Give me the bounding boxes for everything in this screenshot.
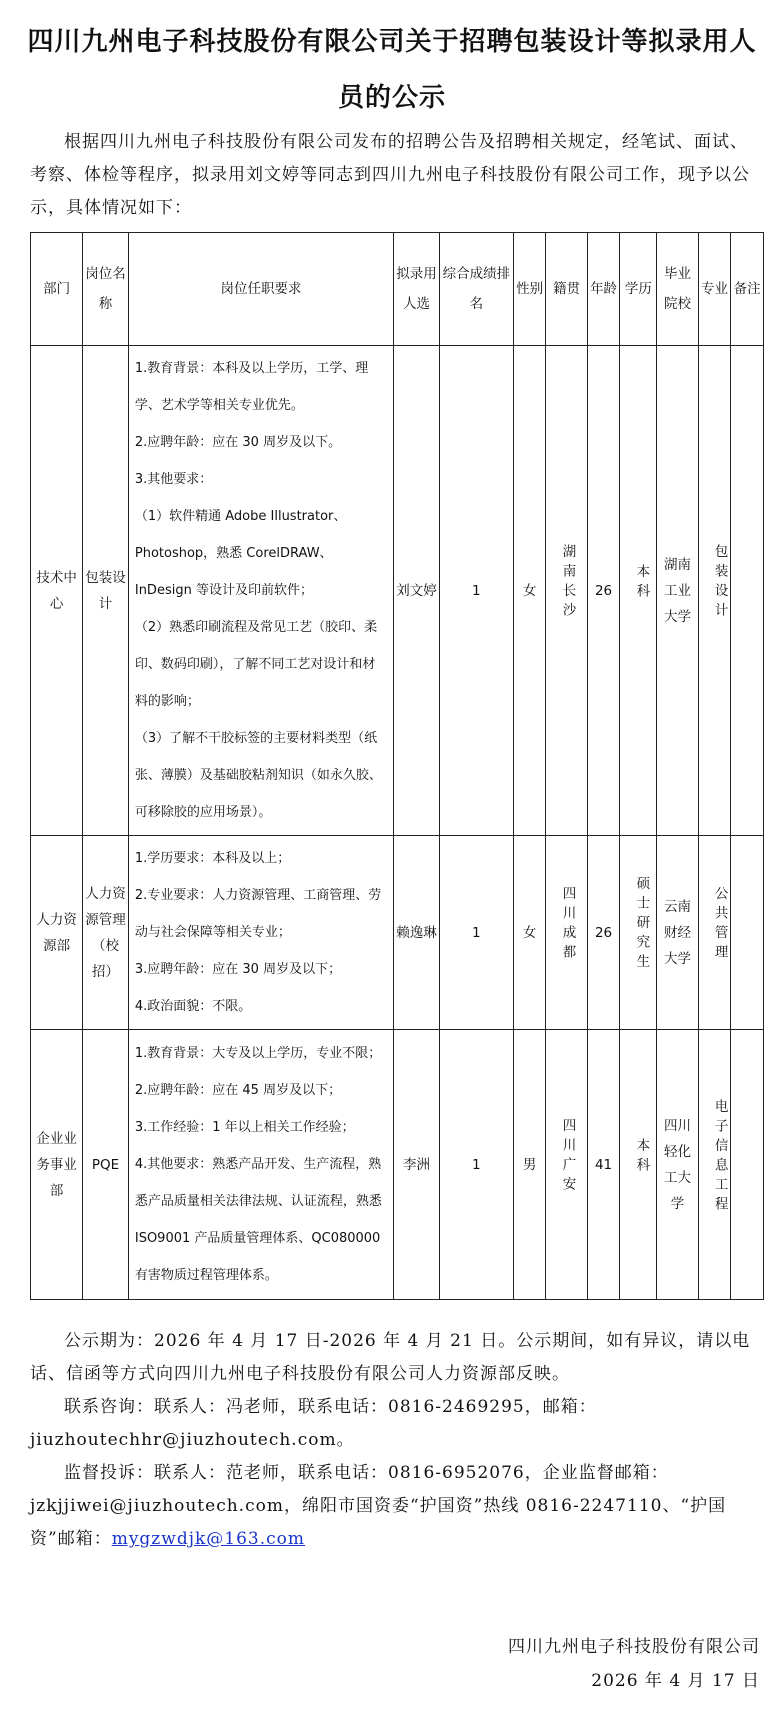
signature-date: 2026 年 4 月 17 日 <box>591 1671 760 1691</box>
supervision-email-link[interactable]: mygzwdjk@163.com <box>111 1529 305 1549</box>
origin-text: 湖南长沙 <box>559 544 576 622</box>
cell-origin <box>546 346 587 836</box>
table-row <box>31 836 764 1030</box>
cell-dept: 技术中心 <box>31 346 83 836</box>
cell-candidate: 刘文婷 <box>394 346 440 836</box>
cell-dept: 企业业务事业部 <box>31 1030 83 1300</box>
requirement-line: 4.政治面貌：不限。 <box>134 999 252 1014</box>
education-text: 本科 <box>633 563 650 603</box>
education-text: 硕士研究生 <box>633 876 650 974</box>
cell-requirements <box>128 836 393 1030</box>
signature-block <box>508 1630 760 1698</box>
cell-gender: 女 <box>513 836 546 1030</box>
notice-title <box>0 14 784 126</box>
header-candidate: 拟录用人选 <box>394 233 440 346</box>
cell-position: 包装设计 <box>83 346 129 836</box>
header-rank: 综合成绩排名 <box>439 233 513 346</box>
requirement-line: （1）软件精通 Adobe Illustrator、Photoshop，熟悉 CorelDRAW、InDesign 等设计及印前软件； <box>134 509 347 598</box>
cell-position: 人力资源管理（校招） <box>83 836 129 1030</box>
supervision-info <box>30 1457 764 1556</box>
requirement-line: 3.工作经验：1 年以上相关工作经验； <box>134 1120 355 1135</box>
notice-period: 公示期为：2026 年 4 月 17 日-2026 年 4 月 21 日。公示期间，如有异议，请以电话、信函等方式向四川九州电子科技股份有限公司人力资源部反映。 <box>30 1331 751 1384</box>
cell-major <box>698 1030 731 1300</box>
requirement-line: 1.学历要求：本科及以上； <box>134 851 291 866</box>
cell-position: PQE <box>83 1030 129 1300</box>
major-text: 公共管理 <box>711 886 728 964</box>
cell-major <box>698 346 731 836</box>
cell-age: 26 <box>587 346 620 836</box>
cell-major <box>698 836 731 1030</box>
title-line-1: 四川九州电子科技股份有限公司关于招聘包装设计等拟录用人 <box>27 27 757 57</box>
table-header-row <box>31 233 764 346</box>
notice-footer <box>30 1325 764 1556</box>
header-remarks: 备注 <box>731 233 764 346</box>
cell-origin <box>546 1030 587 1300</box>
major-text: 电子信息工程 <box>711 1098 728 1216</box>
supervision-text: 监督投诉：联系人：范老师，联系电话：0816-6952076，企业监督邮箱：jzkjjiwei@jiuzhoutech.com，绵阳市国资委“护国资”热线 0816-2247110、“护国资”邮箱： <box>30 1463 727 1549</box>
cell-rank: 1 <box>439 346 513 836</box>
cell-requirements <box>128 1030 393 1300</box>
cell-age: 26 <box>587 836 620 1030</box>
cell-origin <box>546 836 587 1030</box>
cell-requirements <box>128 346 393 836</box>
requirement-line: （3）了解不干胶标签的主要材料类型（纸张、薄膜）及基础胶粘剂知识（如永久胶、可移除胶的应用场景）。 <box>134 731 382 820</box>
cell-school: 四川轻化工大学 <box>657 1030 698 1300</box>
education-text: 本科 <box>633 1137 650 1177</box>
requirement-line: 2.应聘年龄：应在 30 周岁及以下。 <box>134 435 342 450</box>
cell-education <box>620 346 657 836</box>
requirement-line: 2.应聘年龄：应在 45 周岁及以下； <box>134 1083 342 1098</box>
requirement-line: 1.教育背景：本科及以上学历，工学、理学、艺术学等相关专业优先。 <box>134 361 369 413</box>
cell-gender: 男 <box>513 1030 546 1300</box>
title-line-2: 员的公示 <box>337 83 446 113</box>
header-requirements: 岗位任职要求 <box>128 233 393 346</box>
header-gender: 性别 <box>513 233 546 346</box>
cell-school: 湖南工业大学 <box>657 346 698 836</box>
contact-info: 联系咨询：联系人：冯老师，联系电话：0816-2469295，邮箱：jiuzhoutechhr@jiuzhoutech.com。 <box>30 1397 597 1450</box>
requirement-line: 1.教育背景：大专及以上学历，专业不限； <box>134 1046 382 1061</box>
requirement-line: （2）熟悉印刷流程及常见工艺（胶印、柔印、数码印刷），了解不同工艺对设计和材料的影响； <box>134 620 378 709</box>
intro-paragraph: 根据四川九州电子科技股份有限公司发布的招聘公告及招聘相关规定，经笔试、面试、考察、体检等程序，拟录用刘文婷等同志到四川九州电子科技股份有限公司工作，现予以公示，具体情况如下： <box>30 132 750 218</box>
header-education: 学历 <box>620 233 657 346</box>
requirement-line: 3.其他要求： <box>134 472 213 487</box>
table-body <box>31 346 764 1300</box>
table-row <box>31 1030 764 1300</box>
cell-education <box>620 1030 657 1300</box>
cell-education <box>620 836 657 1030</box>
cell-age: 41 <box>587 1030 620 1300</box>
cell-school: 云南财经大学 <box>657 836 698 1030</box>
header-major: 专业 <box>698 233 731 346</box>
cell-candidate: 李洲 <box>394 1030 440 1300</box>
requirement-line: 3.应聘年龄：应在 30 周岁及以下； <box>134 962 342 977</box>
candidates-table <box>30 232 764 1300</box>
table-row <box>31 346 764 836</box>
origin-text: 四川广安 <box>559 1118 576 1196</box>
header-position: 岗位名称 <box>83 233 129 346</box>
requirement-line: 2.专业要求：人力资源管理、工商管理、劳动与社会保障等相关专业； <box>134 888 382 940</box>
header-dept: 部门 <box>31 233 83 346</box>
cell-gender: 女 <box>513 346 546 836</box>
signature-company: 四川九州电子科技股份有限公司 <box>508 1637 760 1657</box>
header-school: 毕业院校 <box>657 233 698 346</box>
origin-text: 四川成都 <box>559 886 576 964</box>
header-origin: 籍贯 <box>546 233 587 346</box>
header-age: 年龄 <box>587 233 620 346</box>
cell-dept: 人力资源部 <box>31 836 83 1030</box>
cell-candidate: 赖逸琳 <box>394 836 440 1030</box>
major-text: 包装设计 <box>711 544 728 622</box>
requirement-line: 4.其他要求：熟悉产品开发、生产流程，熟悉产品质量相关法律法规、认证流程，熟悉 ISO9001 产品质量管理体系、QC080000 有害物质过程管理体系。 <box>134 1157 382 1283</box>
cell-rank: 1 <box>439 836 513 1030</box>
cell-rank: 1 <box>439 1030 513 1300</box>
